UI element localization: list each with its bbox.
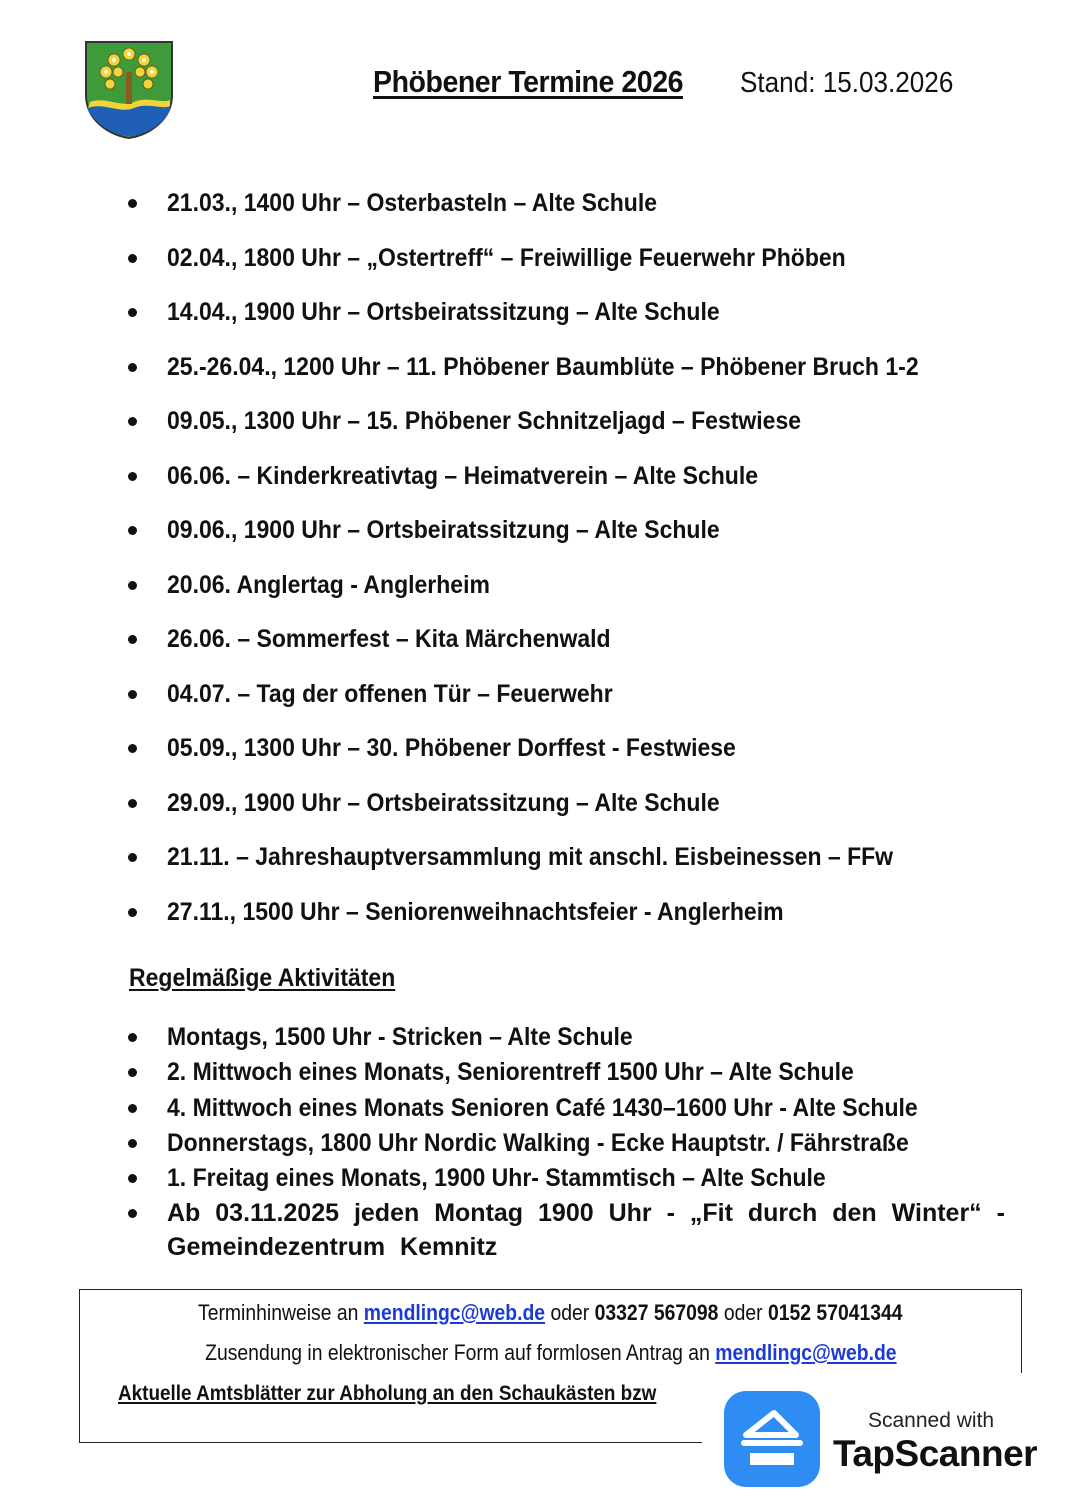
stand-date: Stand: 15.03.2026 <box>740 67 954 99</box>
bullet-icon <box>128 254 137 263</box>
electronic-delivery-line: Zusendung in elektronischer Form auf formlosen Antrag an mendlingc@web.de <box>204 1340 897 1365</box>
bullet-icon <box>128 199 137 208</box>
bullet-icon <box>128 1104 137 1113</box>
bullet-icon <box>128 417 137 426</box>
bullet-icon <box>128 308 137 317</box>
bullet-icon <box>128 1174 137 1183</box>
bullet-icon <box>128 635 137 644</box>
scanned-with-label: Scanned with <box>868 1409 995 1432</box>
email-link-2[interactable]: mendlingc@web.de <box>714 1340 897 1365</box>
scanner-icon <box>724 1391 820 1487</box>
bullet-icon <box>128 799 137 808</box>
bullet-icon <box>128 1068 137 1077</box>
phone-number: 03327 567098 <box>594 1300 719 1325</box>
bullet-icon <box>128 908 137 917</box>
tapscanner-logo-text: TapScanner <box>833 1433 1038 1474</box>
coat-of-arms-icon <box>84 40 174 140</box>
bullet-icon <box>128 1139 137 1148</box>
bullet-icon <box>128 853 137 862</box>
contact-line: Terminhinweise an mendlingc@web.de oder 03327 567098 oder 0152 57041344 <box>198 1300 903 1325</box>
mobile-number: 0152 57041344 <box>768 1300 903 1325</box>
section-heading: Regelmäßige Aktivitäten <box>129 964 396 992</box>
bullet-icon <box>128 1033 137 1042</box>
tapscanner-watermark <box>702 1373 1079 1510</box>
bullet-icon <box>128 363 137 372</box>
bullet-icon <box>128 526 137 535</box>
bullet-icon <box>128 690 137 699</box>
email-link[interactable]: mendlingc@web.de <box>363 1300 546 1325</box>
amtsblatt-note: Aktuelle Amtsblätter zur Abholung an den Schaukästen bzw <box>118 1382 657 1405</box>
bullet-icon <box>128 581 137 590</box>
page-title: Phöbener Termine 2026 <box>373 64 683 99</box>
bullet-icon <box>128 472 137 481</box>
bullet-icon <box>128 1209 137 1218</box>
bullet-icon <box>128 744 137 753</box>
